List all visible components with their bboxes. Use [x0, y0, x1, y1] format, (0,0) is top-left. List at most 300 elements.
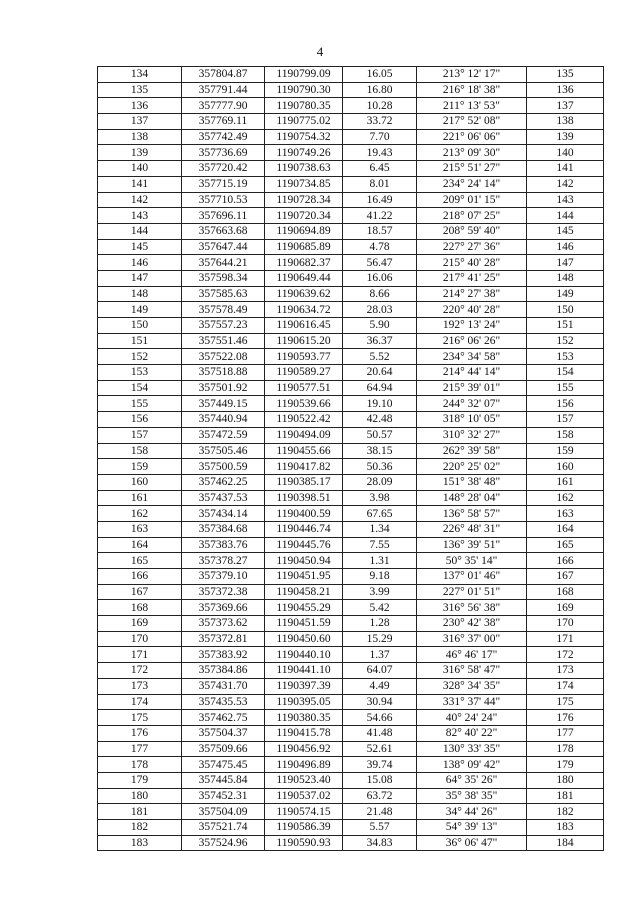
point-number-cell: 161 — [98, 490, 182, 506]
x-coordinate-cell: 357598.34 — [182, 270, 265, 286]
x-coordinate-cell: 357372.81 — [182, 631, 265, 647]
point-number-cell: 172 — [98, 663, 182, 679]
distance-cell: 7.55 — [343, 537, 417, 553]
x-coordinate-cell: 357777.90 — [182, 98, 265, 114]
next-point-cell: 138 — [527, 114, 604, 130]
table-row — [98, 114, 604, 130]
table-row — [98, 772, 604, 788]
bearing-cell: 310° 32' 27" — [417, 427, 527, 443]
bearing-cell: 82° 40' 22" — [417, 725, 527, 741]
distance-cell: 30.94 — [343, 694, 417, 710]
next-point-cell: 137 — [527, 98, 604, 114]
next-point-cell: 140 — [527, 145, 604, 161]
bearing-cell: 331° 37' 44" — [417, 694, 527, 710]
distance-cell: 33.72 — [343, 114, 417, 130]
x-coordinate-cell: 357509.66 — [182, 741, 265, 757]
distance-cell: 50.36 — [343, 459, 417, 475]
y-coordinate-cell: 1190380.35 — [265, 710, 343, 726]
table-row — [98, 490, 604, 506]
next-point-cell: 184 — [527, 835, 604, 851]
y-coordinate-cell: 1190441.10 — [265, 663, 343, 679]
point-number-cell: 151 — [98, 333, 182, 349]
distance-cell: 1.28 — [343, 616, 417, 632]
next-point-cell: 177 — [527, 725, 604, 741]
bearing-cell: 192° 13' 24" — [417, 318, 527, 334]
point-number-cell: 180 — [98, 788, 182, 804]
next-point-cell: 141 — [527, 161, 604, 177]
bearing-cell: 208° 59' 40" — [417, 223, 527, 239]
next-point-cell: 151 — [527, 318, 604, 334]
x-coordinate-cell: 357501.92 — [182, 380, 265, 396]
point-number-cell: 146 — [98, 255, 182, 271]
next-point-cell: 167 — [527, 569, 604, 585]
table-row — [98, 82, 604, 98]
point-number-cell: 165 — [98, 553, 182, 569]
bearing-cell: 217° 52' 08" — [417, 114, 527, 130]
next-point-cell: 171 — [527, 631, 604, 647]
y-coordinate-cell: 1190451.95 — [265, 569, 343, 585]
x-coordinate-cell: 357804.87 — [182, 67, 265, 83]
distance-cell: 18.57 — [343, 223, 417, 239]
distance-cell: 7.70 — [343, 129, 417, 145]
bearing-cell: 214° 44' 14" — [417, 365, 527, 381]
distance-cell: 16.80 — [343, 82, 417, 98]
distance-cell: 8.01 — [343, 176, 417, 192]
distance-cell: 5.42 — [343, 600, 417, 616]
point-number-cell: 173 — [98, 678, 182, 694]
bearing-cell: 130° 33' 35" — [417, 741, 527, 757]
table-row — [98, 302, 604, 318]
point-number-cell: 138 — [98, 129, 182, 145]
table-row — [98, 663, 604, 679]
y-coordinate-cell: 1190639.62 — [265, 286, 343, 302]
x-coordinate-cell: 357500.59 — [182, 459, 265, 475]
next-point-cell: 136 — [527, 82, 604, 98]
next-point-cell: 169 — [527, 600, 604, 616]
bearing-cell: 227° 27' 36" — [417, 239, 527, 255]
point-number-cell: 158 — [98, 443, 182, 459]
table-row — [98, 318, 604, 334]
x-coordinate-cell: 357524.96 — [182, 835, 265, 851]
table-row — [98, 365, 604, 381]
coordinates-table — [97, 66, 604, 851]
bearing-cell: 316° 56' 38" — [417, 600, 527, 616]
next-point-cell: 182 — [527, 804, 604, 820]
distance-cell: 36.37 — [343, 333, 417, 349]
point-number-cell: 169 — [98, 616, 182, 632]
distance-cell: 19.43 — [343, 145, 417, 161]
table-row — [98, 537, 604, 553]
next-point-cell: 149 — [527, 286, 604, 302]
x-coordinate-cell: 357518.88 — [182, 365, 265, 381]
next-point-cell: 172 — [527, 647, 604, 663]
bearing-cell: 35° 38' 35" — [417, 788, 527, 804]
x-coordinate-cell: 357384.68 — [182, 521, 265, 537]
y-coordinate-cell: 1190440.10 — [265, 647, 343, 663]
table-row — [98, 129, 604, 145]
x-coordinate-cell: 357435.53 — [182, 694, 265, 710]
table-row — [98, 647, 604, 663]
point-number-cell: 148 — [98, 286, 182, 302]
bearing-cell: 148° 28' 04" — [417, 490, 527, 506]
x-coordinate-cell: 357663.68 — [182, 223, 265, 239]
table-row — [98, 459, 604, 475]
next-point-cell: 158 — [527, 427, 604, 443]
point-number-cell: 176 — [98, 725, 182, 741]
distance-cell: 8.66 — [343, 286, 417, 302]
table-row — [98, 145, 604, 161]
x-coordinate-cell: 357431.70 — [182, 678, 265, 694]
point-number-cell: 136 — [98, 98, 182, 114]
distance-cell: 52.61 — [343, 741, 417, 757]
distance-cell: 19.10 — [343, 396, 417, 412]
x-coordinate-cell: 357696.11 — [182, 208, 265, 224]
bearing-cell: 218° 07' 25" — [417, 208, 527, 224]
distance-cell: 34.83 — [343, 835, 417, 851]
bearing-cell: 230° 42' 38" — [417, 616, 527, 632]
distance-cell: 42.48 — [343, 412, 417, 428]
bearing-cell: 138° 09' 42" — [417, 757, 527, 773]
y-coordinate-cell: 1190682.37 — [265, 255, 343, 271]
point-number-cell: 170 — [98, 631, 182, 647]
next-point-cell: 176 — [527, 710, 604, 726]
x-coordinate-cell: 357475.45 — [182, 757, 265, 773]
y-coordinate-cell: 1190445.76 — [265, 537, 343, 553]
table-row — [98, 725, 604, 741]
x-coordinate-cell: 357736.69 — [182, 145, 265, 161]
table-row — [98, 176, 604, 192]
y-coordinate-cell: 1190385.17 — [265, 474, 343, 490]
x-coordinate-cell: 357521.74 — [182, 820, 265, 836]
bearing-cell: 136° 58' 57" — [417, 506, 527, 522]
table-row — [98, 521, 604, 537]
next-point-cell: 180 — [527, 772, 604, 788]
point-number-cell: 150 — [98, 318, 182, 334]
next-point-cell: 160 — [527, 459, 604, 475]
y-coordinate-cell: 1190415.78 — [265, 725, 343, 741]
bearing-cell: 244° 32' 07" — [417, 396, 527, 412]
y-coordinate-cell: 1190649.44 — [265, 270, 343, 286]
bearing-cell: 226° 48' 31" — [417, 521, 527, 537]
distance-cell: 6.45 — [343, 161, 417, 177]
y-coordinate-cell: 1190450.94 — [265, 553, 343, 569]
table-row — [98, 506, 604, 522]
next-point-cell: 170 — [527, 616, 604, 632]
y-coordinate-cell: 1190616.45 — [265, 318, 343, 334]
table-row — [98, 678, 604, 694]
table-row — [98, 569, 604, 585]
table-row — [98, 443, 604, 459]
table-row — [98, 474, 604, 490]
distance-cell: 64.07 — [343, 663, 417, 679]
bearing-cell: 215° 51' 27" — [417, 161, 527, 177]
next-point-cell: 157 — [527, 412, 604, 428]
bearing-cell: 216° 06' 26" — [417, 333, 527, 349]
y-coordinate-cell: 1190395.05 — [265, 694, 343, 710]
y-coordinate-cell: 1190574.15 — [265, 804, 343, 820]
y-coordinate-cell: 1190734.85 — [265, 176, 343, 192]
x-coordinate-cell: 357551.46 — [182, 333, 265, 349]
bearing-cell: 151° 38' 48" — [417, 474, 527, 490]
bearing-cell: 136° 39' 51" — [417, 537, 527, 553]
y-coordinate-cell: 1190790.30 — [265, 82, 343, 98]
point-number-cell: 157 — [98, 427, 182, 443]
table-row — [98, 631, 604, 647]
bearing-cell: 318° 10' 05" — [417, 412, 527, 428]
page-number: 4 — [316, 44, 324, 59]
distance-cell: 64.94 — [343, 380, 417, 396]
y-coordinate-cell: 1190738.63 — [265, 161, 343, 177]
x-coordinate-cell: 357384.86 — [182, 663, 265, 679]
next-point-cell: 166 — [527, 553, 604, 569]
table-row — [98, 192, 604, 208]
next-point-cell: 174 — [527, 678, 604, 694]
point-number-cell: 182 — [98, 820, 182, 836]
y-coordinate-cell: 1190590.93 — [265, 835, 343, 851]
distance-cell: 38.15 — [343, 443, 417, 459]
y-coordinate-cell: 1190577.51 — [265, 380, 343, 396]
distance-cell: 41.48 — [343, 725, 417, 741]
y-coordinate-cell: 1190496.89 — [265, 757, 343, 773]
x-coordinate-cell: 357505.46 — [182, 443, 265, 459]
bearing-cell: 262° 39' 58" — [417, 443, 527, 459]
next-point-cell: 179 — [527, 757, 604, 773]
y-coordinate-cell: 1190634.72 — [265, 302, 343, 318]
coordinates-table-body — [98, 67, 604, 851]
y-coordinate-cell: 1190593.77 — [265, 349, 343, 365]
point-number-cell: 141 — [98, 176, 182, 192]
y-coordinate-cell: 1190775.02 — [265, 114, 343, 130]
distance-cell: 16.05 — [343, 67, 417, 83]
bearing-cell: 54° 39' 13" — [417, 820, 527, 836]
x-coordinate-cell: 357791.44 — [182, 82, 265, 98]
table-row — [98, 286, 604, 302]
distance-cell: 1.34 — [343, 521, 417, 537]
distance-cell: 5.57 — [343, 820, 417, 836]
x-coordinate-cell: 357472.59 — [182, 427, 265, 443]
point-number-cell: 143 — [98, 208, 182, 224]
table-row — [98, 820, 604, 836]
point-number-cell: 137 — [98, 114, 182, 130]
y-coordinate-cell: 1190456.92 — [265, 741, 343, 757]
bearing-cell: 214° 27' 38" — [417, 286, 527, 302]
next-point-cell: 156 — [527, 396, 604, 412]
next-point-cell: 145 — [527, 223, 604, 239]
bearing-cell: 34° 44' 26" — [417, 804, 527, 820]
next-point-cell: 144 — [527, 208, 604, 224]
x-coordinate-cell: 357769.11 — [182, 114, 265, 130]
distance-cell: 67.65 — [343, 506, 417, 522]
distance-cell: 5.90 — [343, 318, 417, 334]
distance-cell: 4.78 — [343, 239, 417, 255]
bearing-cell: 316° 58' 47" — [417, 663, 527, 679]
x-coordinate-cell: 357647.44 — [182, 239, 265, 255]
x-coordinate-cell: 357644.21 — [182, 255, 265, 271]
table-row — [98, 835, 604, 851]
point-number-cell: 178 — [98, 757, 182, 773]
table-row — [98, 255, 604, 271]
next-point-cell: 155 — [527, 380, 604, 396]
y-coordinate-cell: 1190728.34 — [265, 192, 343, 208]
distance-cell: 28.03 — [343, 302, 417, 318]
table-row — [98, 710, 604, 726]
y-coordinate-cell: 1190400.59 — [265, 506, 343, 522]
next-point-cell: 163 — [527, 506, 604, 522]
distance-cell: 39.74 — [343, 757, 417, 773]
y-coordinate-cell: 1190749.26 — [265, 145, 343, 161]
table-row — [98, 223, 604, 239]
x-coordinate-cell: 357437.53 — [182, 490, 265, 506]
x-coordinate-cell: 357452.31 — [182, 788, 265, 804]
point-number-cell: 147 — [98, 270, 182, 286]
table-row — [98, 270, 604, 286]
y-coordinate-cell: 1190685.89 — [265, 239, 343, 255]
x-coordinate-cell: 357434.14 — [182, 506, 265, 522]
distance-cell: 41.22 — [343, 208, 417, 224]
y-coordinate-cell: 1190494.09 — [265, 427, 343, 443]
distance-cell: 1.37 — [343, 647, 417, 663]
next-point-cell: 181 — [527, 788, 604, 804]
table-row — [98, 757, 604, 773]
point-number-cell: 179 — [98, 772, 182, 788]
bearing-cell: 220° 25' 02" — [417, 459, 527, 475]
bearing-cell: 64° 35' 26" — [417, 772, 527, 788]
y-coordinate-cell: 1190799.09 — [265, 67, 343, 83]
next-point-cell: 168 — [527, 584, 604, 600]
bearing-cell: 221° 06' 06" — [417, 129, 527, 145]
point-number-cell: 135 — [98, 82, 182, 98]
distance-cell: 16.49 — [343, 192, 417, 208]
y-coordinate-cell: 1190455.29 — [265, 600, 343, 616]
table-row — [98, 380, 604, 396]
point-number-cell: 181 — [98, 804, 182, 820]
point-number-cell: 163 — [98, 521, 182, 537]
bearing-cell: 215° 39' 01" — [417, 380, 527, 396]
table-row — [98, 239, 604, 255]
next-point-cell: 164 — [527, 521, 604, 537]
table-row — [98, 804, 604, 820]
point-number-cell: 153 — [98, 365, 182, 381]
bearing-cell: 316° 37' 00" — [417, 631, 527, 647]
next-point-cell: 175 — [527, 694, 604, 710]
table-row — [98, 694, 604, 710]
table-row — [98, 67, 604, 83]
y-coordinate-cell: 1190615.20 — [265, 333, 343, 349]
distance-cell: 15.29 — [343, 631, 417, 647]
y-coordinate-cell: 1190539.66 — [265, 396, 343, 412]
y-coordinate-cell: 1190523.40 — [265, 772, 343, 788]
table-row — [98, 788, 604, 804]
bearing-cell: 234° 24' 14" — [417, 176, 527, 192]
y-coordinate-cell: 1190446.74 — [265, 521, 343, 537]
distance-cell: 1.31 — [343, 553, 417, 569]
distance-cell: 10.28 — [343, 98, 417, 114]
point-number-cell: 162 — [98, 506, 182, 522]
point-number-cell: 175 — [98, 710, 182, 726]
bearing-cell: 217° 41' 25" — [417, 270, 527, 286]
x-coordinate-cell: 357710.53 — [182, 192, 265, 208]
y-coordinate-cell: 1190458.21 — [265, 584, 343, 600]
next-point-cell: 142 — [527, 176, 604, 192]
bearing-cell: 211° 13' 53" — [417, 98, 527, 114]
x-coordinate-cell: 357449.15 — [182, 396, 265, 412]
bearing-cell: 215° 40' 28" — [417, 255, 527, 271]
table-row — [98, 208, 604, 224]
bearing-cell: 46° 46' 17" — [417, 647, 527, 663]
x-coordinate-cell: 357557.23 — [182, 318, 265, 334]
distance-cell: 21.48 — [343, 804, 417, 820]
next-point-cell: 178 — [527, 741, 604, 757]
bearing-cell: 213° 09' 30" — [417, 145, 527, 161]
x-coordinate-cell: 357373.62 — [182, 616, 265, 632]
y-coordinate-cell: 1190451.59 — [265, 616, 343, 632]
distance-cell: 63.72 — [343, 788, 417, 804]
x-coordinate-cell: 357720.42 — [182, 161, 265, 177]
point-number-cell: 149 — [98, 302, 182, 318]
point-number-cell: 134 — [98, 67, 182, 83]
x-coordinate-cell: 357378.27 — [182, 553, 265, 569]
distance-cell: 50.57 — [343, 427, 417, 443]
y-coordinate-cell: 1190522.42 — [265, 412, 343, 428]
point-number-cell: 159 — [98, 459, 182, 475]
bearing-cell: 216° 18' 38" — [417, 82, 527, 98]
next-point-cell: 143 — [527, 192, 604, 208]
point-number-cell: 144 — [98, 223, 182, 239]
x-coordinate-cell: 357369.66 — [182, 600, 265, 616]
point-number-cell: 160 — [98, 474, 182, 490]
y-coordinate-cell: 1190455.66 — [265, 443, 343, 459]
bearing-cell: 36° 06' 47" — [417, 835, 527, 851]
table-row — [98, 396, 604, 412]
point-number-cell: 140 — [98, 161, 182, 177]
bearing-cell: 40° 24' 24" — [417, 710, 527, 726]
distance-cell: 9.18 — [343, 569, 417, 585]
next-point-cell: 173 — [527, 663, 604, 679]
distance-cell: 28.09 — [343, 474, 417, 490]
x-coordinate-cell: 357578.49 — [182, 302, 265, 318]
point-number-cell: 156 — [98, 412, 182, 428]
y-coordinate-cell: 1190586.39 — [265, 820, 343, 836]
distance-cell: 15.08 — [343, 772, 417, 788]
point-number-cell: 164 — [98, 537, 182, 553]
table-row — [98, 584, 604, 600]
x-coordinate-cell: 357462.75 — [182, 710, 265, 726]
table-row — [98, 333, 604, 349]
distance-cell: 56.47 — [343, 255, 417, 271]
next-point-cell: 162 — [527, 490, 604, 506]
next-point-cell: 161 — [527, 474, 604, 490]
next-point-cell: 150 — [527, 302, 604, 318]
x-coordinate-cell: 357715.19 — [182, 176, 265, 192]
x-coordinate-cell: 357504.37 — [182, 725, 265, 741]
point-number-cell: 145 — [98, 239, 182, 255]
next-point-cell: 152 — [527, 333, 604, 349]
point-number-cell: 152 — [98, 349, 182, 365]
next-point-cell: 159 — [527, 443, 604, 459]
table-row — [98, 349, 604, 365]
next-point-cell: 146 — [527, 239, 604, 255]
bearing-cell: 227° 01' 51" — [417, 584, 527, 600]
next-point-cell: 135 — [527, 67, 604, 83]
next-point-cell: 165 — [527, 537, 604, 553]
bearing-cell: 213° 12' 17" — [417, 67, 527, 83]
point-number-cell: 171 — [98, 647, 182, 663]
x-coordinate-cell: 357585.63 — [182, 286, 265, 302]
point-number-cell: 183 — [98, 835, 182, 851]
next-point-cell: 148 — [527, 270, 604, 286]
bearing-cell: 50° 35' 14" — [417, 553, 527, 569]
y-coordinate-cell: 1190417.82 — [265, 459, 343, 475]
